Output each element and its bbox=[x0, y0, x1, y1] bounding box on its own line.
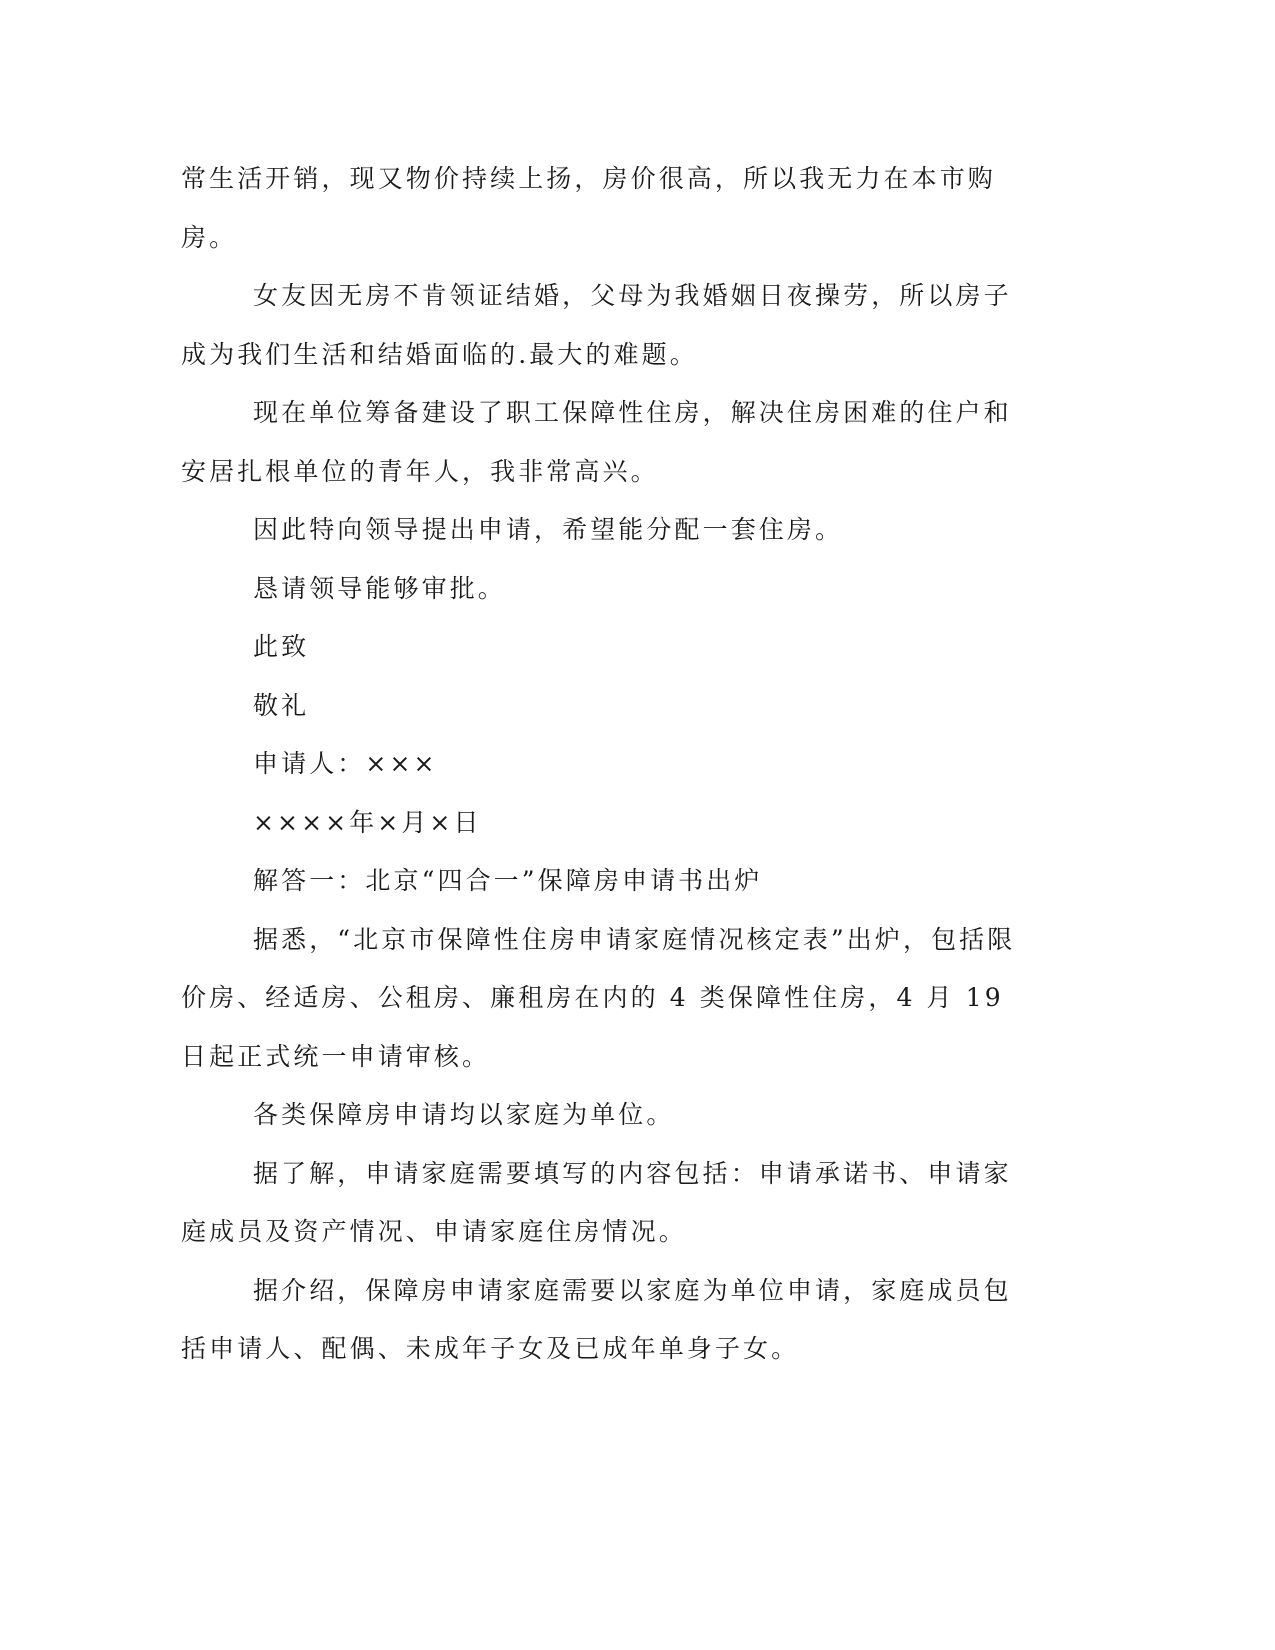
paragraph-3: 现在单位筹备建设了职工保障性住房，解决住房困难的住户和安居扎根单位的青年人，我非常高兴。 bbox=[181, 398, 1012, 486]
applicant-signature: 申请人：××× bbox=[253, 749, 438, 778]
document-body bbox=[181, 150, 1033, 1379]
paragraph-1: 常生活开销，现又物价持续上扬，房价很高，所以我无力在本市购房。 bbox=[181, 164, 996, 252]
closing-salutation-2: 敬礼 bbox=[253, 690, 310, 720]
paragraph-14: 据介绍，保障房申请家庭需要以家庭为单位申请，家庭成员包括申请人、配偶、未成年子女及已成年单身子女。 bbox=[181, 1275, 1012, 1363]
paragraph-11: 据悉，“北京市保障性住房申请家庭情况核定表”出炉，包括限价房、经适房、公租房、廉租房在内的 4 类保障性住房，4 月 19 日起正式统一申请审核。 bbox=[181, 924, 1016, 1071]
paragraph-12: 各类保障房申请均以家庭为单位。 bbox=[253, 1100, 675, 1129]
paragraph-2: 女友因无房不肯领证结婚，父母为我婚姻日夜操劳，所以房子成为我们生活和结婚面临的.最大的难题。 bbox=[181, 281, 1012, 369]
paragraph-4: 因此特向领导提出申请，希望能分配一套住房。 bbox=[253, 515, 844, 544]
closing-salutation-1: 此致 bbox=[253, 632, 310, 661]
paragraph-13: 据了解，申请家庭需要填写的内容包括：申请承诺书、申请家庭成员及资产情况、申请家庭住房情况。 bbox=[181, 1158, 1012, 1246]
section-heading: 解答一：北京“四合一”保障房申请书出炉 bbox=[253, 866, 763, 895]
paragraph-5: 恳请领导能够审批。 bbox=[253, 573, 506, 603]
application-date: ××××年×月×日 bbox=[253, 807, 482, 837]
